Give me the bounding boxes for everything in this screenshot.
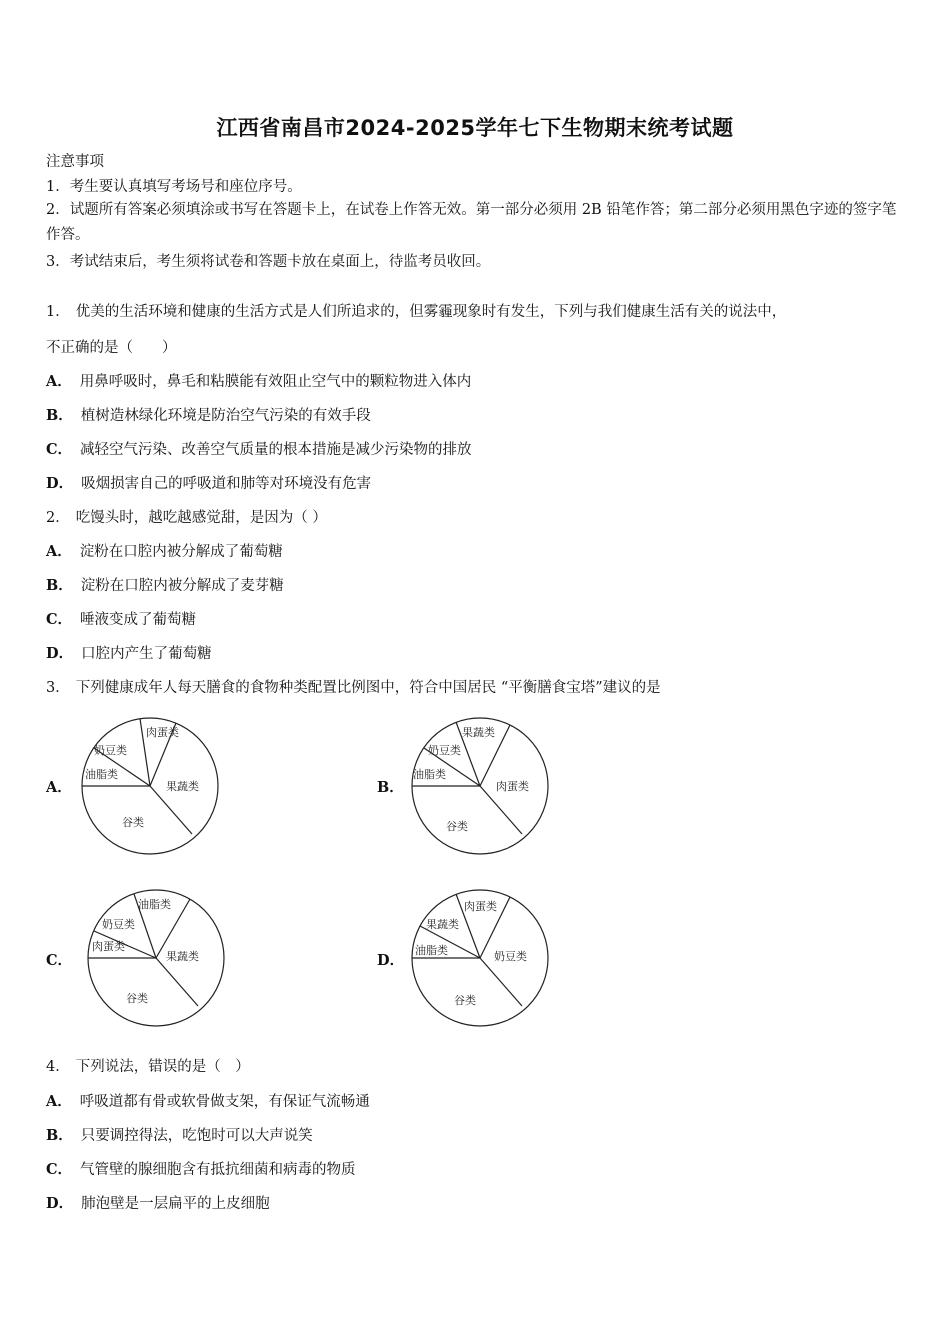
page-title: 江西省南昌市2024-2025学年七下生物期末统考试题	[216, 116, 734, 140]
notice-item-1: 1．考生要认真填写考场号和座位序号。	[46, 179, 302, 195]
pie-label-dairy-bean: 奶豆类	[94, 744, 127, 757]
question-1-option-d[interactable]: D． 吸烟损害自己的呼吸道和肺等对环境没有危害	[46, 475, 372, 492]
pie-chart-a[interactable]	[80, 716, 220, 856]
pie-label-grain: 谷类	[446, 820, 468, 833]
pie-label-grain: 谷类	[122, 816, 144, 829]
pie-label-dairy-bean: 奶豆类	[102, 918, 135, 931]
question-4-option-c[interactable]: C． 气管壁的腺细胞含有抵抗细菌和病毒的物质	[46, 1161, 356, 1178]
pie-label-grain: 谷类	[454, 994, 476, 1007]
notice-heading: 注意事项	[46, 154, 104, 170]
pie-divider	[480, 786, 522, 834]
pie-divider	[480, 958, 522, 1006]
question-number: 1．	[46, 304, 70, 320]
question-4-stem: 4． 下列说法，错误的是（ ）	[46, 1059, 250, 1075]
pie-label-fruit-veg: 果蔬类	[462, 726, 495, 739]
question-1-option-c[interactable]: C． 减轻空气污染、改善空气质量的根本措施是减少污染物的排放	[46, 441, 472, 458]
question-2-stem: 2． 吃馒头时，越吃越感觉甜，是因为（ ）	[46, 510, 327, 526]
question-1-option-b[interactable]: B． 植树造林绿化环境是防治空气污染的有效手段	[46, 407, 371, 424]
question-3-option-d-letter[interactable]: D．	[377, 952, 405, 969]
pie-label-meat-egg: 肉蛋类	[146, 726, 179, 739]
pie-label-dairy-bean: 奶豆类	[428, 744, 461, 757]
question-3-option-b-letter[interactable]: B．	[377, 779, 404, 796]
notice-item-2: 2．试题所有答案必须填涂或书写在答题卡上，在试卷上作答无效。第一部分必须用 2B 铅笔作答；第二部分必须用黑色字迹的签字笔作答。	[46, 202, 897, 243]
pie-label-fruit-veg: 果蔬类	[166, 950, 199, 963]
pie-label-fruit-veg: 果蔬类	[426, 918, 459, 931]
pie-divider	[156, 958, 198, 1006]
pie-label-fruit-veg: 果蔬类	[166, 780, 199, 793]
pie-label-grain: 谷类	[126, 992, 148, 1005]
pie-label-meat-egg: 肉蛋类	[92, 940, 125, 953]
question-3-option-c-letter[interactable]: C．	[46, 952, 73, 969]
question-1-option-a[interactable]: A． 用鼻呼吸时，鼻毛和粘膜能有效阻止空气中的颗粒物进入体内	[46, 373, 472, 390]
pie-label-meat-egg: 肉蛋类	[496, 780, 529, 793]
question-2-option-b[interactable]: B． 淀粉在口腔内被分解成了麦芽糖	[46, 577, 284, 594]
question-3-stem: 3． 下列健康成年人每天膳食的食物种类配置比例图中，符合中国居民 “平衡膳食宝塔”建议的是	[46, 680, 661, 696]
pie-label-oil: 油脂类	[415, 944, 448, 957]
pie-label-dairy-bean: 奶豆类	[494, 950, 527, 963]
pie-label-meat-egg: 肉蛋类	[464, 900, 497, 913]
pie-divider	[150, 786, 192, 834]
question-2-option-a[interactable]: A． 淀粉在口腔内被分解成了葡萄糖	[46, 543, 283, 560]
pie-label-oil: 油脂类	[413, 768, 446, 781]
question-3-option-a-letter[interactable]: A．	[46, 779, 72, 796]
pie-label-oil: 油脂类	[85, 768, 118, 781]
question-4-option-d[interactable]: D． 肺泡壁是一层扁平的上皮细胞	[46, 1195, 270, 1212]
pie-chart-d[interactable]	[410, 888, 550, 1028]
pie-label-oil: 油脂类	[138, 898, 171, 911]
question-4-option-b[interactable]: B． 只要调控得法，吃饱时可以大声说笑	[46, 1127, 313, 1144]
question-2-option-d[interactable]: D． 口腔内产生了葡萄糖	[46, 645, 212, 662]
pie-chart-c[interactable]	[86, 888, 226, 1028]
question-1-stem: 1． 优美的生活环境和健康的生活方式是人们所追求的，但雾霾现象时有发生，下列与我们健康生活有关的说法中，	[46, 304, 787, 320]
notice-item-3: 3．考试结束后，考生须将试卷和答题卡放在桌面上，待监考员收回。	[46, 254, 491, 270]
question-2-option-c[interactable]: C． 唾液变成了葡萄糖	[46, 611, 197, 628]
question-1-stem-cont: 不正确的是（ ）	[46, 340, 177, 356]
pie-chart-b[interactable]	[410, 716, 550, 856]
question-4-option-a[interactable]: A． 呼吸道都有骨或软骨做支架，有保证气流畅通	[46, 1093, 370, 1110]
